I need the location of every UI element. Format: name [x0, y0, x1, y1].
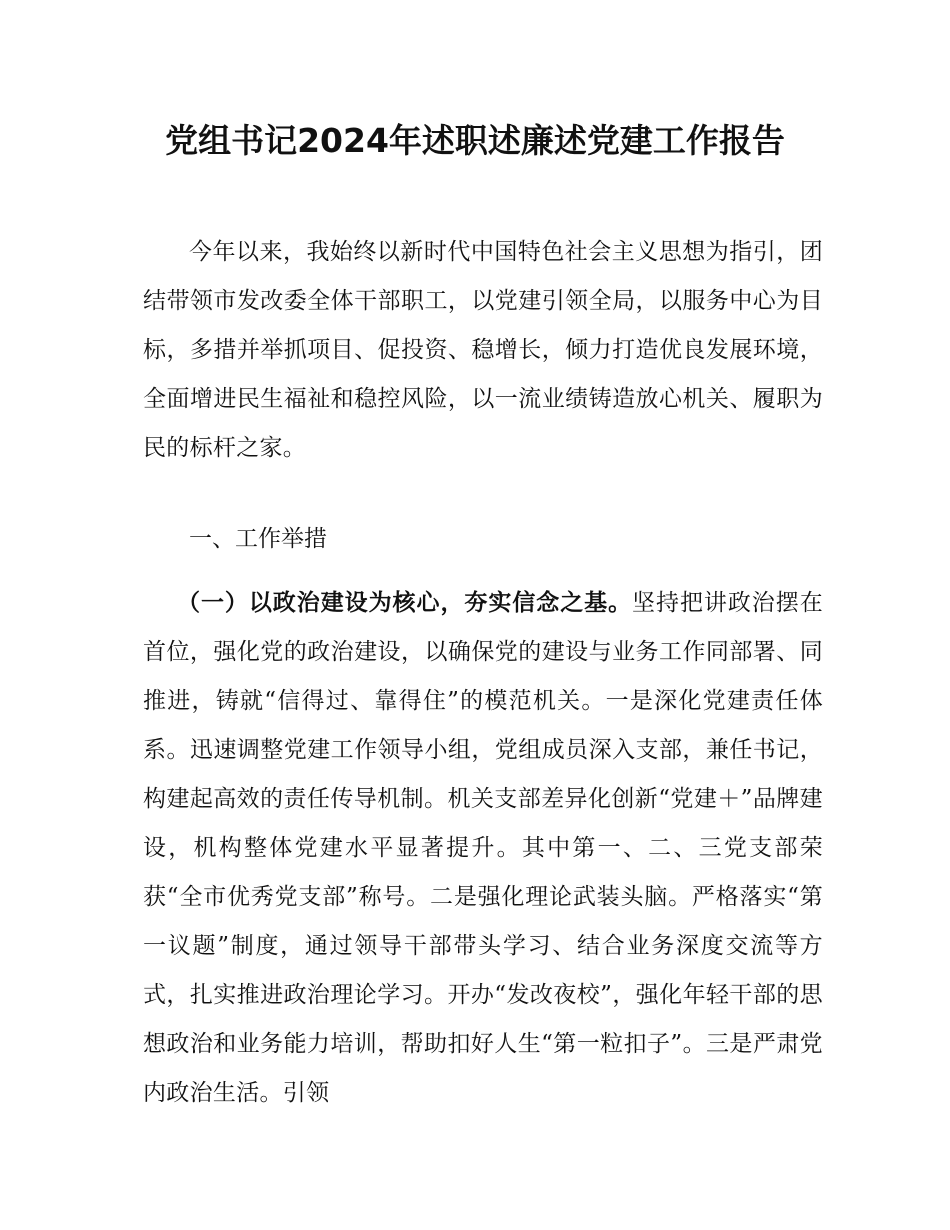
section-heading-work-measures: 一、工作举措	[189, 526, 327, 552]
subsection-lead-title: （一）以政治建设为核心，夯实信念之基。	[177, 590, 633, 616]
intro-paragraph: 今年以来，我始终以新时代中国特色社会主义思想为指引，团结带领市发改委全体干部职工，以党建引领全局，以服务中心为目标，多措并举抓项目、促投资、稳增长，倾力打造优良发展环境，全面增进民生福祉和稳控风险，以一流业绩铸造放心机关、履职为民的标杆之家。	[143, 239, 823, 461]
document-title: 党组书记2024年述职述廉述党建工作报告	[165, 121, 785, 160]
subsection-body-text: 坚持把讲政治摆在首位，强化党的政治建设，以确保党的建设与业务工作同部署、同推进，铸就“信得过、靠得住”的模范机关。一是深化党建责任体系。迅速调整党建工作领导小组，党组成员深入支部，兼任书记，构建起高效的责任传导机制。机关支部差异化创新“党建＋”品牌建设，机构整体党建水平显著提升。其中第一、二、三党支部荣获“全市优秀党支部”称号。二是强化理论武装头脑。严格落实“第一议题”制度，通过领导干部带头学习、结合业务深度交流等方式，扎实推进政治理论学习。开办“发改夜校”，强化年轻干部的思想政治和业务能力培训，帮助扣好人生“第一粒扣子”。三是严肃党内政治生活。引领	[143, 590, 823, 1106]
subsection-paragraph-political-building	[143, 579, 823, 1118]
